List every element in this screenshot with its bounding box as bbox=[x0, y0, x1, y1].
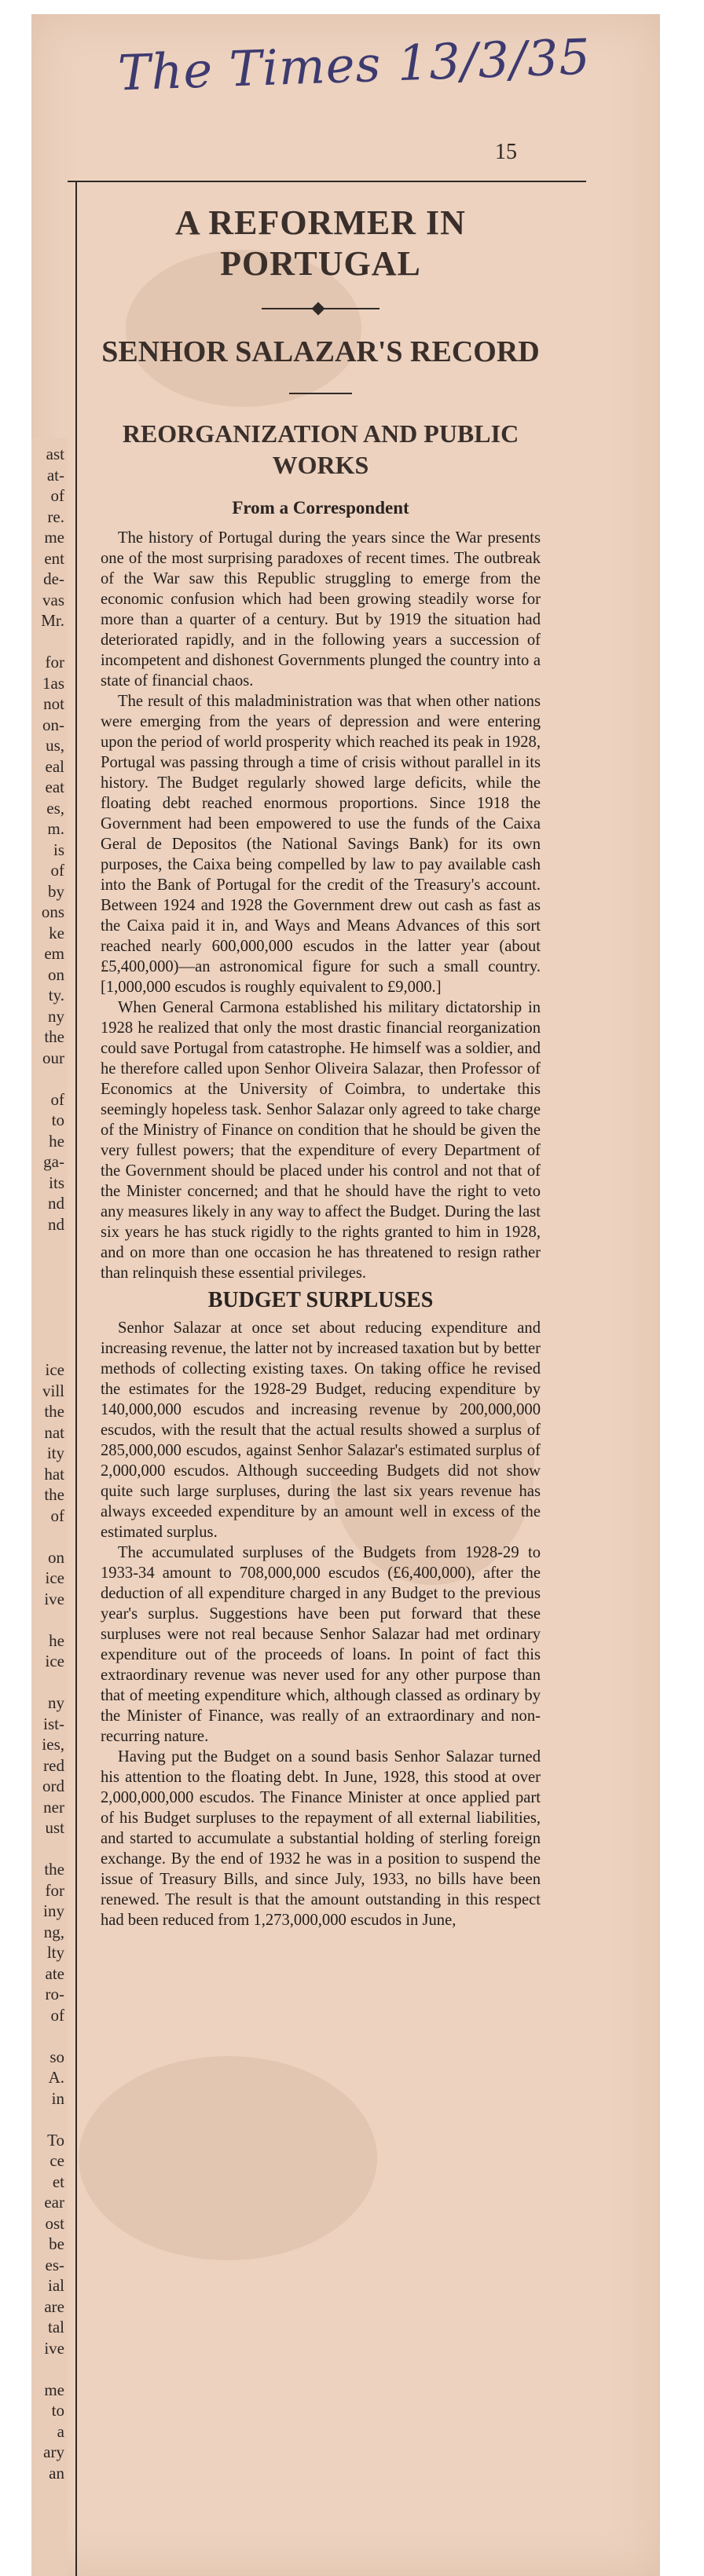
adjacent-text-fragment: me bbox=[44, 2380, 64, 2399]
adjacent-text-fragment: A. bbox=[48, 2068, 64, 2087]
adjacent-text-fragment: tal bbox=[48, 2318, 64, 2336]
adjacent-text-fragment: of bbox=[50, 1506, 64, 1525]
adjacent-text-fragment: ial bbox=[48, 2276, 64, 2295]
adjacent-text-fragment: a bbox=[57, 2421, 64, 2441]
article-body-continued bbox=[101, 1318, 541, 1930]
article-paragraph: When General Carmona established his military dictatorship in 1928 he realized that only the most drastic financial reorganization could save Portugal from catastrophe. He himself was a soldier, and he therefore called upon Senhor Oliveira Salazar, then Professor of Economics at the University of Coimbra, to undertake this seemingly hopeless task. Senhor Salazar only agreed to take charge of the Ministry of Finance on condition that he should be given the very fullest powers; that the expenditure of every Department of the Government should be placed under his control and not that of the Minister concerned; and that he should have the right to veto any measures likely in any way to affect the Budget. During the last six years he has stuck rigidly to the rights granted to him in 1928, and on more than one occasion he has threatened to resign rather than relinquish these essential privileges. bbox=[101, 999, 541, 1282]
section-heading: REORGANIZATION AND PUBLIC WORKS bbox=[122, 419, 519, 479]
adjacent-text-fragment: ty. bbox=[48, 986, 64, 1004]
adjacent-text-fragment: ord bbox=[42, 1776, 64, 1795]
adjacent-text-fragment: ice bbox=[45, 1652, 64, 1670]
adjacent-text-fragment: es- bbox=[45, 2255, 64, 2274]
adjacent-text-fragment: ng, bbox=[43, 1922, 64, 1941]
adjacent-text-fragment: its bbox=[49, 1173, 64, 1192]
adjacent-text-fragment: to bbox=[51, 1111, 64, 1129]
adjacent-text-fragment: to bbox=[51, 2401, 64, 2420]
adjacent-text-fragment: vas bbox=[42, 590, 64, 609]
adjacent-text-fragment: eal bbox=[45, 756, 64, 776]
adjacent-text-fragment: be bbox=[49, 2234, 64, 2253]
adjacent-text-fragment: et bbox=[52, 2172, 64, 2191]
adjacent-text-fragment: ear bbox=[44, 2193, 64, 2212]
adjacent-text-fragment: ny bbox=[48, 1693, 64, 1712]
adjacent-text-fragment: on bbox=[48, 1547, 64, 1567]
adjacent-text-fragment: ast bbox=[46, 445, 64, 463]
adjacent-column-fragment bbox=[31, 438, 68, 2576]
article-column bbox=[101, 203, 541, 1930]
subheadline: SENHOR SALAZAR'S RECORD bbox=[101, 335, 540, 368]
adjacent-text-fragment: is bbox=[53, 840, 64, 859]
budget-subhead: BUDGET SURPLUSES bbox=[207, 1288, 434, 1312]
byline: From a Correspondent bbox=[232, 498, 409, 518]
handwritten-source-note: The Times 13/3/35 bbox=[116, 27, 592, 102]
adjacent-text-fragment: of bbox=[50, 1089, 64, 1109]
adjacent-text-fragment: ate bbox=[45, 1963, 64, 1983]
column-rule bbox=[75, 182, 77, 2576]
adjacent-text-fragment: ive bbox=[44, 2338, 64, 2358]
adjacent-text-fragment: hat bbox=[44, 1464, 64, 1484]
article-body bbox=[101, 528, 541, 1283]
adjacent-text-fragment: vill bbox=[42, 1381, 64, 1400]
article-paragraph: Having put the Budget on a sound basis Senhor Salazar turned his attention to the floating debt. In June, 1928, this stood at over 2,000,000,000 escudos. The Finance Minister at once applied part of his Budget surpluses to the repayment of all external liabilities, and started to accumulate a substantial holding of sterling foreign exchange. By the end of 1932 he was in a position to suspend the issue of Treasury Bills, and since July, 1933, no bills have been renewed. The result is that the amount outstanding in this respect had been reduced from 1,273,000,000 escudos in June, bbox=[101, 1748, 541, 1929]
adjacent-text-fragment: eat bbox=[45, 778, 64, 796]
adjacent-text-fragment: em bbox=[44, 944, 64, 963]
adjacent-text-fragment: ity bbox=[46, 1444, 64, 1462]
adjacent-text-fragment: for bbox=[45, 653, 64, 671]
adjacent-text-fragment: ny bbox=[48, 1006, 64, 1026]
adjacent-text-fragment: ke bbox=[49, 923, 64, 942]
adjacent-text-fragment: ner bbox=[43, 1797, 64, 1817]
adjacent-text-fragment: ist- bbox=[43, 1714, 64, 1733]
adjacent-text-fragment: of bbox=[50, 861, 64, 880]
adjacent-text-fragment: on- bbox=[42, 715, 64, 734]
adjacent-text-fragment: ent bbox=[44, 548, 64, 568]
adjacent-text-fragment: ust bbox=[45, 1818, 64, 1837]
adjacent-text-fragment: he bbox=[49, 1131, 64, 1151]
adjacent-text-fragment: ga- bbox=[43, 1152, 64, 1171]
adjacent-text-fragment: me bbox=[44, 528, 64, 547]
adjacent-text-fragment: nat bbox=[44, 1422, 64, 1442]
adjacent-text-fragment: ice bbox=[45, 1568, 64, 1587]
adjacent-text-fragment: for bbox=[45, 1880, 64, 1900]
adjacent-text-fragment: our bbox=[42, 1048, 64, 1067]
adjacent-text-fragment: an bbox=[49, 2463, 64, 2483]
adjacent-text-fragment: in bbox=[51, 2088, 64, 2108]
article-paragraph: The history of Portugal during the years since the War presents one of the most surprising paradoxes of recent times. The outbreak of the War saw this Republic struggling to emerge from the economic confusion which had been growing steadily worse for more than a quarter of a century. But by 1919 the situation had deteriorated rapidly, and in the following years a succession of incompetent and dishonest Governments plunged the country into a state of financial chaos. bbox=[101, 529, 541, 690]
adjacent-text-fragment: 1as bbox=[42, 673, 64, 693]
adjacent-text-fragment: of bbox=[50, 486, 64, 505]
headline: A REFORMER IN PORTUGAL bbox=[175, 203, 466, 283]
adjacent-text-fragment: Mr. bbox=[41, 611, 64, 630]
paper-stain bbox=[79, 2056, 377, 2260]
adjacent-text-fragment: at- bbox=[46, 465, 64, 485]
adjacent-text-fragment: the bbox=[44, 1027, 64, 1046]
adjacent-text-fragment: nd bbox=[48, 1214, 64, 1234]
adjacent-text-fragment: ons bbox=[41, 902, 64, 921]
adjacent-text-fragment: nd bbox=[48, 1194, 64, 1213]
adjacent-text-fragment: he bbox=[49, 1630, 64, 1650]
top-rule bbox=[68, 181, 586, 182]
article-paragraph: The accumulated surpluses of the Budgets from 1928-29 to 1933-34 amount to 708,000,000 escudos (£6,400,000), after the deduction of all expenditure charged in any Budget to the previous year's surplus. Suggestions have been put forward that these surpluses were not real because Senhor Salazar had met ordinary expenditure out of the proceeds of loans. In point of fact this extraordinary revenue was never used for any other purpose than that of meeting expenditure which, although classed as ordinary by the Minister of Finance, was really of an extraordinary and non-recurring nature. bbox=[101, 1544, 541, 1745]
adjacent-text-fragment: ost bbox=[45, 2213, 64, 2233]
adjacent-text-fragment: the bbox=[44, 1860, 64, 1879]
adjacent-text-fragment: de- bbox=[43, 569, 64, 588]
article-paragraph: The result of this maladministration was that when other nations were emerging from the years of depression and were entering upon the period of world prosperity which reached its peak in 1928, Portugal was passing through a time of crisis without parallel in its history. The Budget regularly showed large deficits, while the floating debt reached enormous proportions. Since 1918 the Government had been empowered to use the funds of the Caixa Geral de Depositos (the National Savings Bank) for its own purposes, the Caixa being compelled by law to pay available cash into the Bank of Portugal for the credit of the Treasury's account. Between 1924 and 1928 the Government drew out cash as fast as the Caixa paid it in, and Ways and Means Advances of this sort reached nearly 600,000,000 escudos in the latter year (about £5,400,000)—an astronomical figure for such a small country. [1,000,000 escudos is roughly equivalent to £9,000.] bbox=[101, 693, 541, 996]
adjacent-text-fragment: ro- bbox=[45, 1985, 64, 2003]
adjacent-text-fragment: not bbox=[43, 694, 64, 713]
adjacent-text-fragment: ary bbox=[43, 2442, 64, 2461]
divider bbox=[289, 393, 352, 394]
adjacent-text-fragment: the bbox=[44, 1402, 64, 1421]
ornament-rule bbox=[262, 308, 380, 309]
adjacent-text-fragment: red bbox=[43, 1755, 64, 1775]
adjacent-text-fragment: ive bbox=[44, 1589, 64, 1608]
adjacent-text-fragment: es, bbox=[46, 798, 64, 818]
adjacent-text-fragment: are bbox=[44, 2296, 64, 2316]
adjacent-text-fragment: lty bbox=[46, 1943, 64, 1962]
adjacent-text-fragment: ies, bbox=[42, 1735, 64, 1754]
adjacent-text-fragment: To bbox=[47, 2130, 64, 2150]
adjacent-text-fragment: us, bbox=[46, 736, 64, 755]
adjacent-text-fragment: ice bbox=[45, 1360, 64, 1379]
adjacent-text-fragment: on bbox=[48, 964, 64, 984]
adjacent-text-fragment: re. bbox=[47, 507, 64, 526]
adjacent-text-fragment: by bbox=[48, 881, 64, 901]
article-paragraph: Senhor Salazar at once set about reducing expenditure and increasing revenue, the latter not by increased taxation but by better methods of collecting existing taxes. On taking office he revised the estimates for the 1928-29 Budget, reducing expenditure by 140,000,000 escudos and increasing revenue by 200,000,000 escudos, with the result that the actual results showed a surplus of 285,000,000 escudos, against Senhor Salazar's estimated surplus of 2,000,000 escudos. Although succeeding Budgets did not show quite such large surpluses, during the last six years revenue has always exceeded expenditure by an amount well in excess of the estimated surplus. bbox=[101, 1319, 541, 1541]
newspaper-clipping bbox=[31, 14, 660, 2576]
adjacent-text-fragment: of bbox=[50, 2005, 64, 2025]
page-number: 15 bbox=[495, 140, 517, 164]
adjacent-text-fragment: m. bbox=[47, 819, 64, 838]
adjacent-text-fragment: the bbox=[44, 1485, 64, 1504]
adjacent-text-fragment: iny bbox=[43, 1901, 64, 1920]
adjacent-text-fragment: so bbox=[50, 2047, 64, 2066]
adjacent-text-fragment: ce bbox=[50, 2151, 64, 2170]
